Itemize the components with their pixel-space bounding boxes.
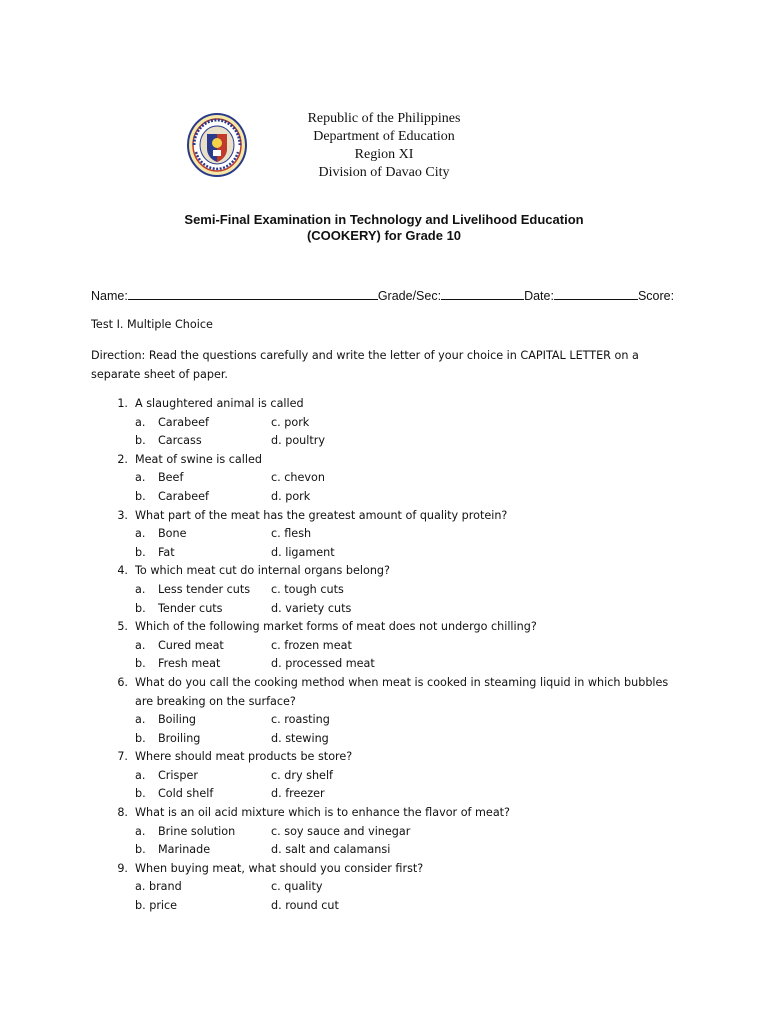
option-row: [110, 525, 710, 544]
option-letter-b: b.: [135, 657, 146, 671]
student-info-line: [91, 288, 691, 304]
option-b: Carabeef: [158, 489, 209, 503]
test-label: Test I. Multiple Choice: [91, 318, 213, 331]
option-row: [110, 544, 710, 563]
option-letter-b: b.: [135, 545, 146, 559]
option-a: Brine solution: [158, 824, 236, 838]
option-a: Less tender cuts: [158, 582, 251, 596]
question-9: [110, 860, 710, 879]
option-row: [110, 785, 710, 804]
option-letter-b: b.: [135, 787, 146, 801]
option-letter-a: a.: [135, 415, 146, 429]
option-row: [110, 823, 710, 842]
option-row: [110, 469, 710, 488]
option-c: c. frozen meat: [271, 638, 352, 652]
option-letter-b: b.: [135, 843, 146, 857]
option-row: [110, 414, 710, 433]
question-8: [110, 804, 710, 823]
grade-label: Grade/Sec:: [377, 289, 442, 303]
option-c: c. roasting: [271, 713, 330, 727]
question-text: What do you call the cooking method when meat is cooked in steaming liquid in which bubbles are breaking on the surface?: [135, 675, 669, 708]
option-row: [110, 600, 710, 619]
option-a: Cured meat: [158, 638, 224, 652]
agency-header: [270, 110, 498, 182]
option-b: Cold shelf: [158, 787, 214, 801]
deped-seal-icon: [186, 112, 248, 178]
question-7: [110, 748, 710, 767]
option-letter-a: a.: [135, 768, 146, 782]
option-c: c. flesh: [271, 527, 312, 541]
question-2: [110, 451, 710, 470]
question-6: [110, 674, 710, 711]
option-b: Fat: [158, 545, 175, 559]
option-letter-a: a.: [135, 527, 146, 541]
question-text: To which meat cut do internal organs belong?: [135, 564, 390, 578]
option-d: d. variety cuts: [271, 601, 352, 615]
option-d: d. salt and calamansi: [271, 843, 391, 857]
option-a: Bone: [158, 527, 187, 541]
option-letter-a: a.: [135, 582, 146, 596]
option-a: Carabeef: [158, 415, 209, 429]
exam-title-line-2: (COOKERY) for Grade 10: [306, 228, 462, 243]
option-letter-a: a.: [135, 638, 146, 652]
option-row: [110, 841, 710, 860]
option-c: c. chevon: [271, 471, 325, 485]
option-b: Fresh meat: [158, 657, 221, 671]
question-number: 3.: [117, 508, 128, 522]
option-c: c. quality: [271, 880, 323, 894]
question-number: 5.: [117, 620, 128, 634]
question-number: 1.: [117, 397, 128, 410]
question-4: [110, 562, 710, 581]
name-blank[interactable]: [128, 288, 378, 300]
agency-line-department: Department of Education: [313, 129, 455, 144]
option-d: d. stewing: [271, 731, 329, 745]
question-text: When buying meat, what should you consider first?: [135, 861, 424, 875]
grade-blank[interactable]: [441, 288, 524, 300]
question-1: [110, 395, 710, 414]
direction-text: Direction: Read the questions carefully and write the letter of your choice in CAPITAL LETTER on a separate sheet of paper.: [91, 349, 639, 381]
option-c: c. soy sauce and vinegar: [271, 824, 411, 838]
option-a: a. brand: [135, 880, 182, 894]
option-d: d. round cut: [271, 899, 339, 913]
question-text: What is an oil acid mixture which is to enhance the flavor of meat?: [135, 806, 510, 820]
option-row: [110, 637, 710, 656]
question-number: 6.: [117, 675, 128, 689]
name-label: Name:: [91, 289, 128, 303]
question-list: [110, 395, 710, 916]
option-b: b. price: [135, 899, 178, 913]
option-b: Marinade: [158, 843, 211, 857]
question-text: A slaughtered animal is called: [135, 397, 304, 410]
question-number: 9.: [117, 861, 128, 875]
option-letter-a: a.: [135, 824, 146, 838]
question-text: Meat of swine is called: [135, 452, 262, 466]
option-row: [110, 488, 710, 507]
option-row: [110, 897, 710, 916]
option-d: d. processed meat: [271, 657, 375, 671]
option-letter-b: b.: [135, 601, 146, 615]
option-letter-b: b.: [135, 731, 146, 745]
option-letter-a: a.: [135, 713, 146, 727]
question-text: Which of the following market forms of meat does not undergo chilling?: [135, 620, 537, 634]
option-d: d. ligament: [271, 545, 335, 559]
question-text: Where should meat products be store?: [135, 750, 353, 764]
option-d: d. pork: [271, 489, 311, 503]
option-b: Tender cuts: [158, 601, 223, 615]
date-blank[interactable]: [554, 288, 638, 300]
option-row: [110, 581, 710, 600]
question-3: [110, 507, 710, 526]
option-row: [110, 767, 710, 786]
date-label: Date:: [524, 289, 554, 303]
option-a: Boiling: [158, 713, 197, 727]
option-row: [110, 711, 710, 730]
option-b: Broiling: [158, 731, 201, 745]
option-letter-b: b.: [135, 434, 146, 448]
agency-line-republic: Republic of the Philippines: [307, 111, 461, 126]
question-text: What part of the meat has the greatest amount of quality protein?: [135, 508, 508, 522]
question-number: 4.: [117, 564, 128, 578]
option-row: [110, 432, 710, 451]
option-d: d. poultry: [271, 434, 325, 448]
option-c: c. pork: [271, 415, 310, 429]
option-c: c. tough cuts: [271, 582, 344, 596]
exam-title-line-1: Semi-Final Examination in Technology and Livelihood Education: [184, 212, 584, 227]
option-row: [110, 730, 710, 749]
option-c: c. dry shelf: [271, 768, 333, 782]
option-row: [110, 878, 710, 897]
question-5: [110, 618, 710, 637]
agency-line-division: Division of Davao City: [318, 165, 450, 180]
option-row: [110, 655, 710, 674]
option-a: Crisper: [158, 768, 198, 782]
agency-line-region: Region XI: [354, 147, 414, 162]
option-a: Beef: [158, 471, 184, 485]
question-number: 2.: [117, 452, 128, 466]
option-d: d. freezer: [271, 787, 325, 801]
question-number: 7.: [117, 750, 128, 764]
question-number: 8.: [117, 806, 128, 820]
option-b: Carcass: [158, 434, 202, 448]
option-letter-a: a.: [135, 471, 146, 485]
exam-title: [140, 212, 628, 244]
option-letter-b: b.: [135, 489, 146, 503]
score-label: Score:: [637, 289, 675, 303]
